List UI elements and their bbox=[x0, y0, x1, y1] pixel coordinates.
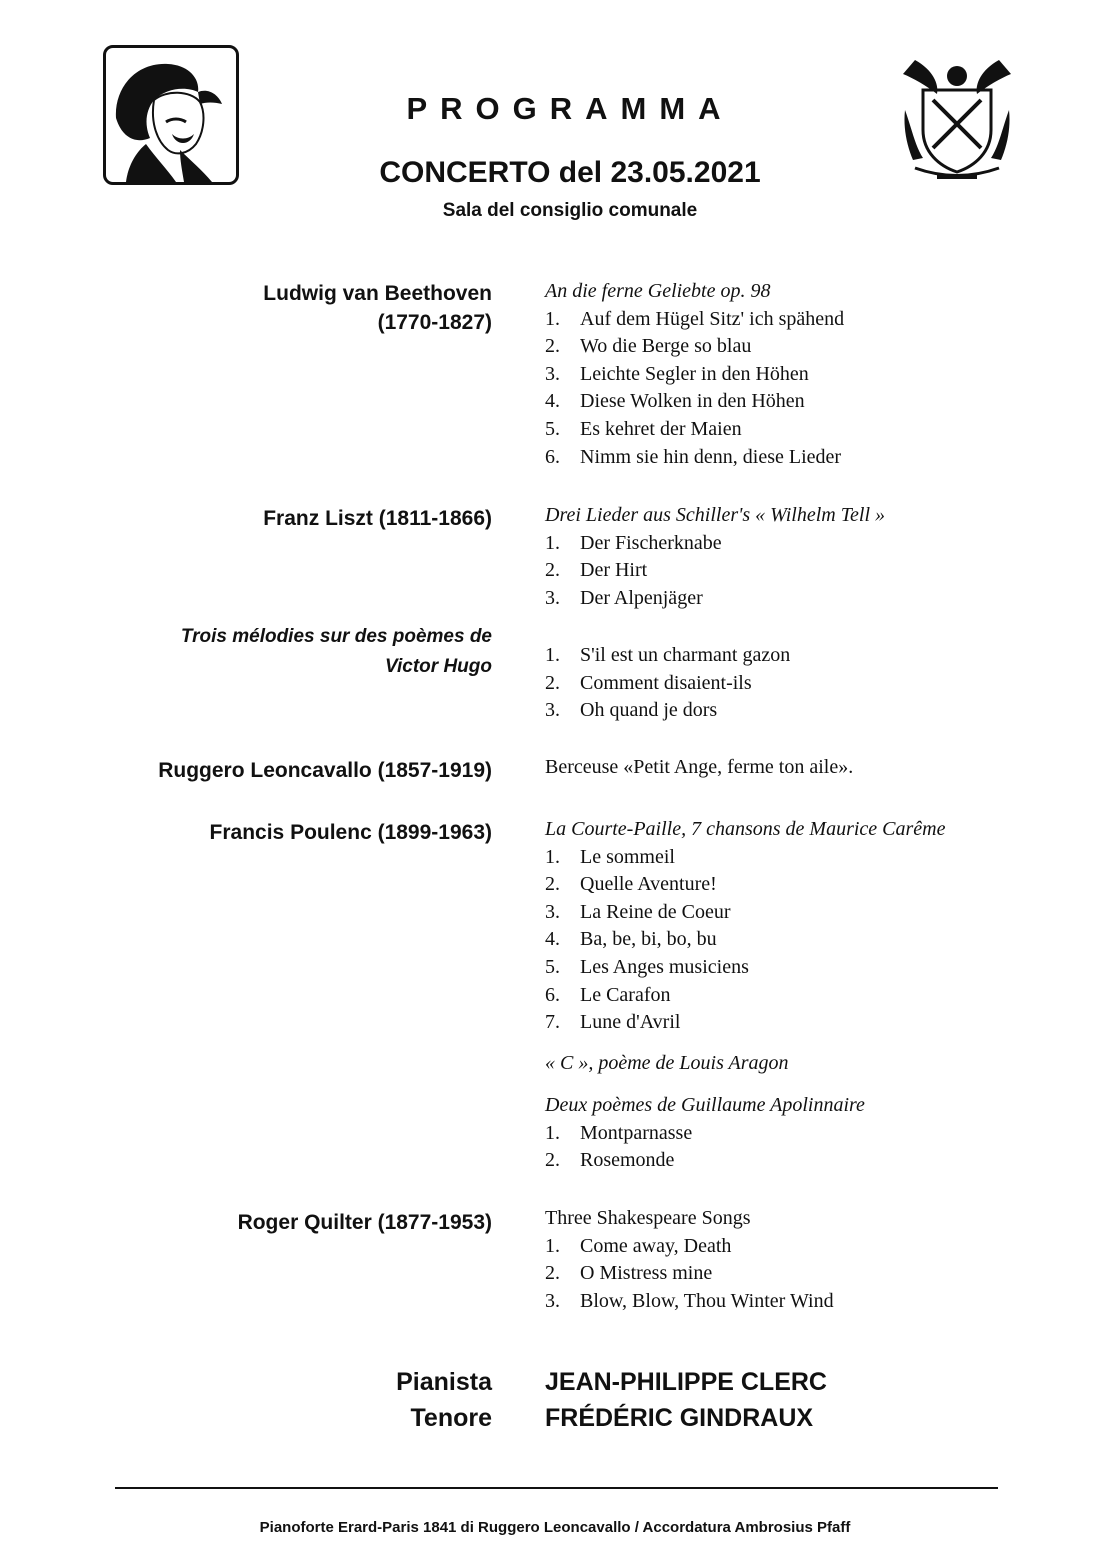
works-beethoven bbox=[545, 278, 1065, 471]
song-list bbox=[545, 530, 1065, 613]
works-liszt-2 bbox=[545, 642, 1065, 725]
work-title-line1: Trois mélodies sur des poèmes de bbox=[180, 626, 492, 647]
page-title: PROGRAMMA bbox=[406, 91, 734, 126]
list-item: 2. Der Hirt bbox=[545, 559, 648, 582]
works-poulenc-aragon bbox=[545, 1050, 1065, 1078]
list-item: 2. Wo die Berge so blau bbox=[545, 335, 752, 358]
song-list bbox=[545, 306, 1065, 472]
song-list bbox=[545, 844, 1065, 1037]
work-title: La Courte-Paille, 7 chansons de Maurice Carême bbox=[545, 818, 946, 840]
pianist-label: Pianista bbox=[396, 1368, 492, 1396]
list-item: 5. Les Anges musiciens bbox=[545, 955, 749, 978]
composer-name: Ruggero Leoncavallo (1857-1919) bbox=[158, 759, 492, 782]
list-item: 7. Lune d'Avril bbox=[545, 1011, 681, 1034]
composer-name: Roger Quilter (1877-1953) bbox=[237, 1211, 492, 1234]
work-title-line2: Victor Hugo bbox=[385, 656, 492, 677]
work-title: Three Shakespeare Songs bbox=[545, 1207, 751, 1229]
work-hugo bbox=[181, 622, 492, 682]
footer-note: Pianoforte Erard-Paris 1841 di Ruggero Leoncavallo / Accordatura Ambrosius Pfaff bbox=[259, 1519, 851, 1536]
performer-labels bbox=[396, 1364, 492, 1436]
list-item: 1. Montparnasse bbox=[545, 1121, 693, 1144]
works-poulenc bbox=[545, 816, 1065, 1037]
list-item: 2. O Mistress mine bbox=[545, 1262, 713, 1285]
list-item: 1. S'il est un charmant gazon bbox=[545, 644, 791, 666]
composer-leoncavallo bbox=[158, 756, 492, 785]
song-list bbox=[545, 642, 1065, 725]
works-poulenc-apollinaire bbox=[545, 1092, 1065, 1175]
works-liszt-1 bbox=[545, 502, 1065, 612]
list-item: 3. Der Alpenjäger bbox=[545, 586, 703, 609]
list-item: 3. Oh quand je dors bbox=[545, 699, 718, 722]
list-item: 4. Ba, be, bi, bo, bu bbox=[545, 928, 717, 951]
song-list bbox=[545, 1233, 1065, 1316]
list-item: 2. Quelle Aventure! bbox=[545, 873, 717, 896]
composer-name: Franz Liszt (1811-1866) bbox=[263, 507, 492, 530]
concert-date-title: CONCERTO del 23.05.2021 bbox=[379, 156, 761, 189]
performer-names bbox=[545, 1364, 827, 1436]
caricature-logo bbox=[103, 45, 239, 185]
pianist-name: JEAN-PHILIPPE CLERC bbox=[545, 1368, 827, 1396]
work-title: « C », poème de Louis Aragon bbox=[545, 1052, 789, 1074]
list-item: 3. Blow, Blow, Thou Winter Wind bbox=[545, 1289, 834, 1312]
composer-quilter bbox=[238, 1208, 492, 1237]
venue-text: Sala del consiglio comunale bbox=[442, 200, 698, 221]
works-quilter bbox=[545, 1205, 1065, 1315]
footer-divider bbox=[115, 1487, 998, 1489]
list-item: 2. Rosemonde bbox=[545, 1149, 675, 1172]
work-title: Berceuse «Petit Ange, ferme ton aile». bbox=[545, 756, 854, 778]
list-item: 4. Diese Wolken in den Höhen bbox=[545, 390, 805, 413]
coat-of-arms-emblem-icon bbox=[893, 50, 1021, 185]
caricature-portrait-icon bbox=[106, 48, 236, 182]
list-item: 2. Comment disaient-ils bbox=[545, 671, 752, 694]
list-item: 1. Le sommeil bbox=[545, 845, 675, 868]
list-item: 5. Es kehret der Maien bbox=[545, 417, 742, 440]
work-title: An die ferne Geliebte op. 98 bbox=[545, 280, 771, 302]
song-list bbox=[545, 1120, 1065, 1175]
list-item: 6. Nimm sie hin denn, diese Lieder bbox=[545, 445, 842, 468]
list-item: 3. La Reine de Coeur bbox=[545, 900, 731, 923]
list-item: 1. Auf dem Hügel Sitz' ich spähend bbox=[545, 307, 845, 330]
composer-poulenc bbox=[210, 818, 492, 847]
tenor-label: Tenore bbox=[410, 1404, 492, 1432]
list-item: 6. Le Carafon bbox=[545, 983, 671, 1006]
coat-of-arms-logo bbox=[893, 50, 1021, 185]
works-leoncavallo bbox=[545, 754, 1065, 782]
list-item: 3. Leichte Segler in den Höhen bbox=[545, 362, 809, 385]
composer-name: Francis Poulenc (1899-1963) bbox=[209, 821, 492, 844]
tenor-name: FRÉDÉRIC GINDRAUX bbox=[545, 1404, 814, 1432]
list-item: 1. Come away, Death bbox=[545, 1234, 732, 1257]
composer-liszt bbox=[263, 504, 492, 533]
composer-beethoven bbox=[263, 279, 492, 337]
composer-name: Ludwig van Beethoven bbox=[263, 282, 492, 305]
list-item: 1. Der Fischerknabe bbox=[545, 531, 722, 554]
program-header bbox=[250, 88, 890, 224]
composer-years: (1770-1827) bbox=[377, 311, 492, 334]
work-title: Deux poèmes de Guillaume Apolinnaire bbox=[545, 1094, 865, 1116]
work-title: Drei Lieder aus Schiller's « Wilhelm Tell » bbox=[545, 504, 886, 526]
